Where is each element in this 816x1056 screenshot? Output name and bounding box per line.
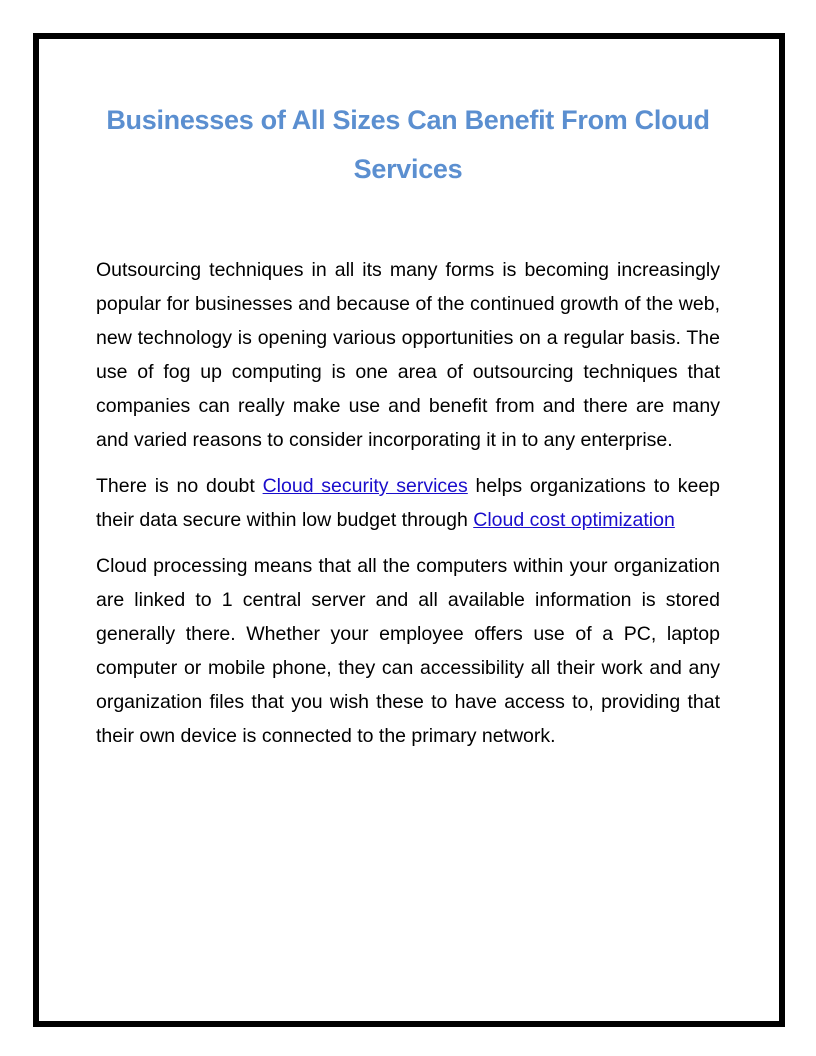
document-body xyxy=(96,253,720,765)
cloud-security-services-link[interactable]: Cloud security services xyxy=(262,475,468,497)
paragraph-links-text-start: There is no doubt xyxy=(96,475,263,497)
paragraph-links xyxy=(96,469,720,537)
document-title: Businesses of All Sizes Can Benefit From Cloud Services xyxy=(106,105,710,184)
paragraph-intro: Outsourcing techniques in all its many forms is becoming increasingly popular for businesses and because of the continued growth of the web, new technology is opening various opportunities on a regular basis. The use of fog up computing is one area of outsourcing techniques that companies can really make use and benefit from and there are many and varied reasons to consider incorporating it in to any enterprise. xyxy=(96,259,720,451)
cloud-cost-optimization-link[interactable]: Cloud cost optimization xyxy=(473,509,675,531)
paragraph-links-text-middle: helps organizations to keep their data secure within low budget through xyxy=(96,475,721,531)
paragraph-cloud-processing: Cloud processing means that all the computers within your organization are linked to 1 central server and all available information is stored generally there. Whether your employee offers use of a PC, laptop computer or mobile phone, they can accessibility all their work and any organization files that you wish these to have access to, providing that their own device is connected to the primary network. xyxy=(96,555,720,747)
